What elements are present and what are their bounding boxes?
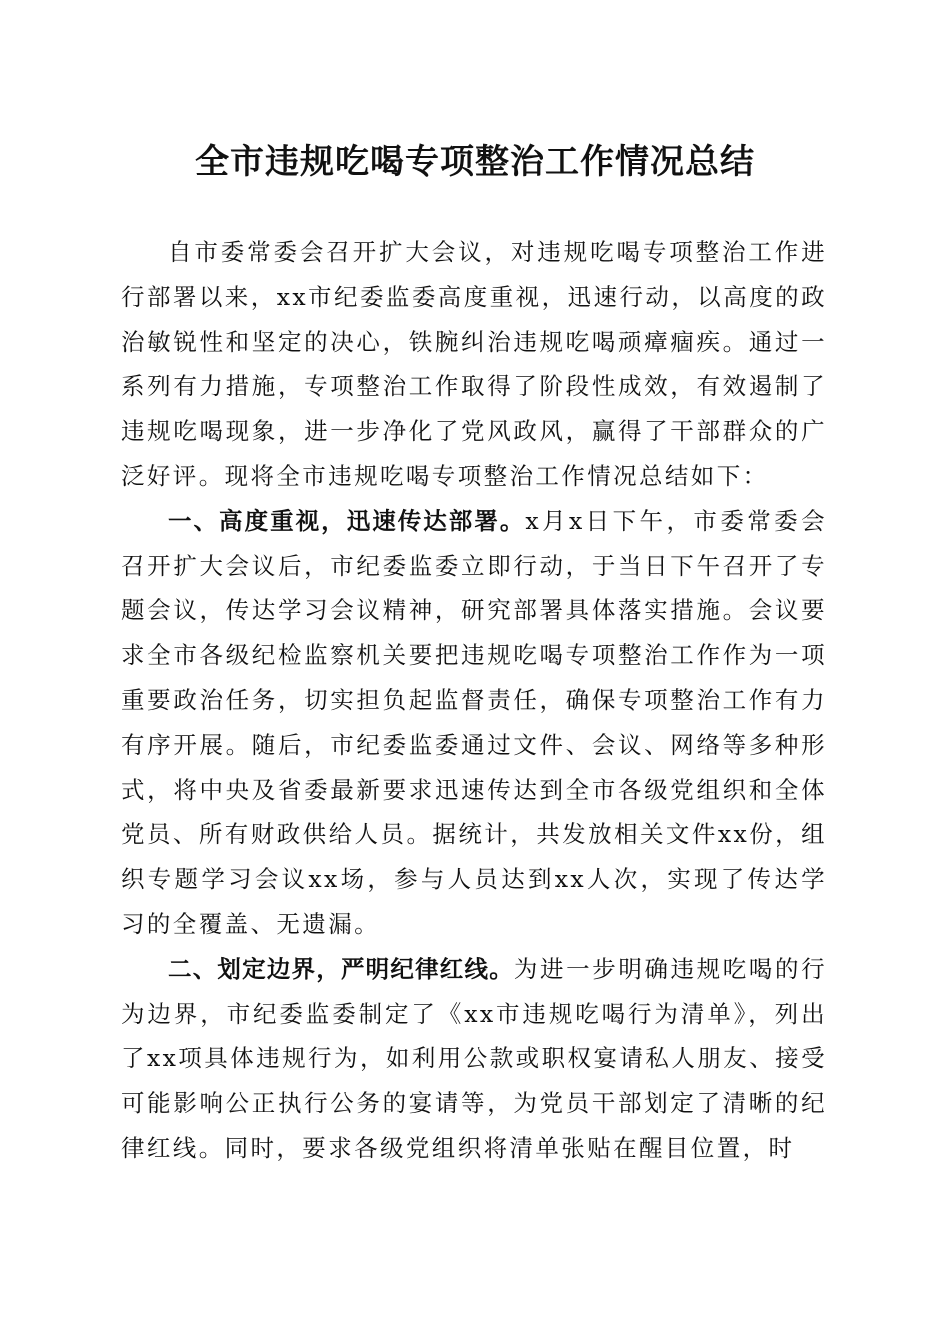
section-heading: 一、高度重视，迅速传达部署。 <box>168 506 526 535</box>
paragraph-text: 为进一步明确违规吃喝的行为边界，市纪委监委制定了《xx市违规吃喝行为清单》，列出了xx项具体违规行为，如利用公款或职权宴请私人朋友、接受可能影响公正执行公务的宴请等，为党员干部划定了清晰的纪律红线。同时，要求各级党组织将清单张贴在醒目位置，时 <box>121 954 827 1162</box>
section-heading: 二、划定边界，严明纪律红线。 <box>168 954 514 983</box>
document-title: 全市违规吃喝专项整治工作情况总结 <box>195 142 755 182</box>
paragraph-intro <box>121 230 827 499</box>
paragraph-text: 自市委常委会召开扩大会议，对违规吃喝专项整治工作进行部署以来，xx市纪委监委高度重视，迅速行动，以高度的政治敏锐性和坚定的决心，铁腕纠治违规吃喝顽瘴痼疾。通过一系列有力措施，专项整治工作取得了阶段性成效，有效遏制了违规吃喝现象，进一步净化了党风政风，赢得了干部群众的广泛好评。现将全市违规吃喝专项整治工作情况总结如下： <box>121 238 827 490</box>
document-body <box>121 230 827 1171</box>
paragraph-section-2 <box>121 947 827 1171</box>
paragraph-section-1 <box>121 499 827 947</box>
paragraph-text: x月x日下午，市委常委会召开扩大会议后，市纪委监委立即行动，于当日下午召开了专题会议，传达学习会议精神，研究部署具体落实措施。会议要求全市各级纪检监察机关要把违规吃喝专项整治工作作为一项重要政治任务，切实担负起监督责任，确保专项整治工作有力有序开展。随后，市纪委监委通过文件、会议、网络等多种形式，将中央及省委最新要求迅速传达到全市各级党组织和全体党员、所有财政供给人员。据统计，共发放相关文件xx份，组织专题学习会议xx场，参与人员达到xx人次，实现了传达学习的全覆盖、无遗漏。 <box>121 506 827 938</box>
